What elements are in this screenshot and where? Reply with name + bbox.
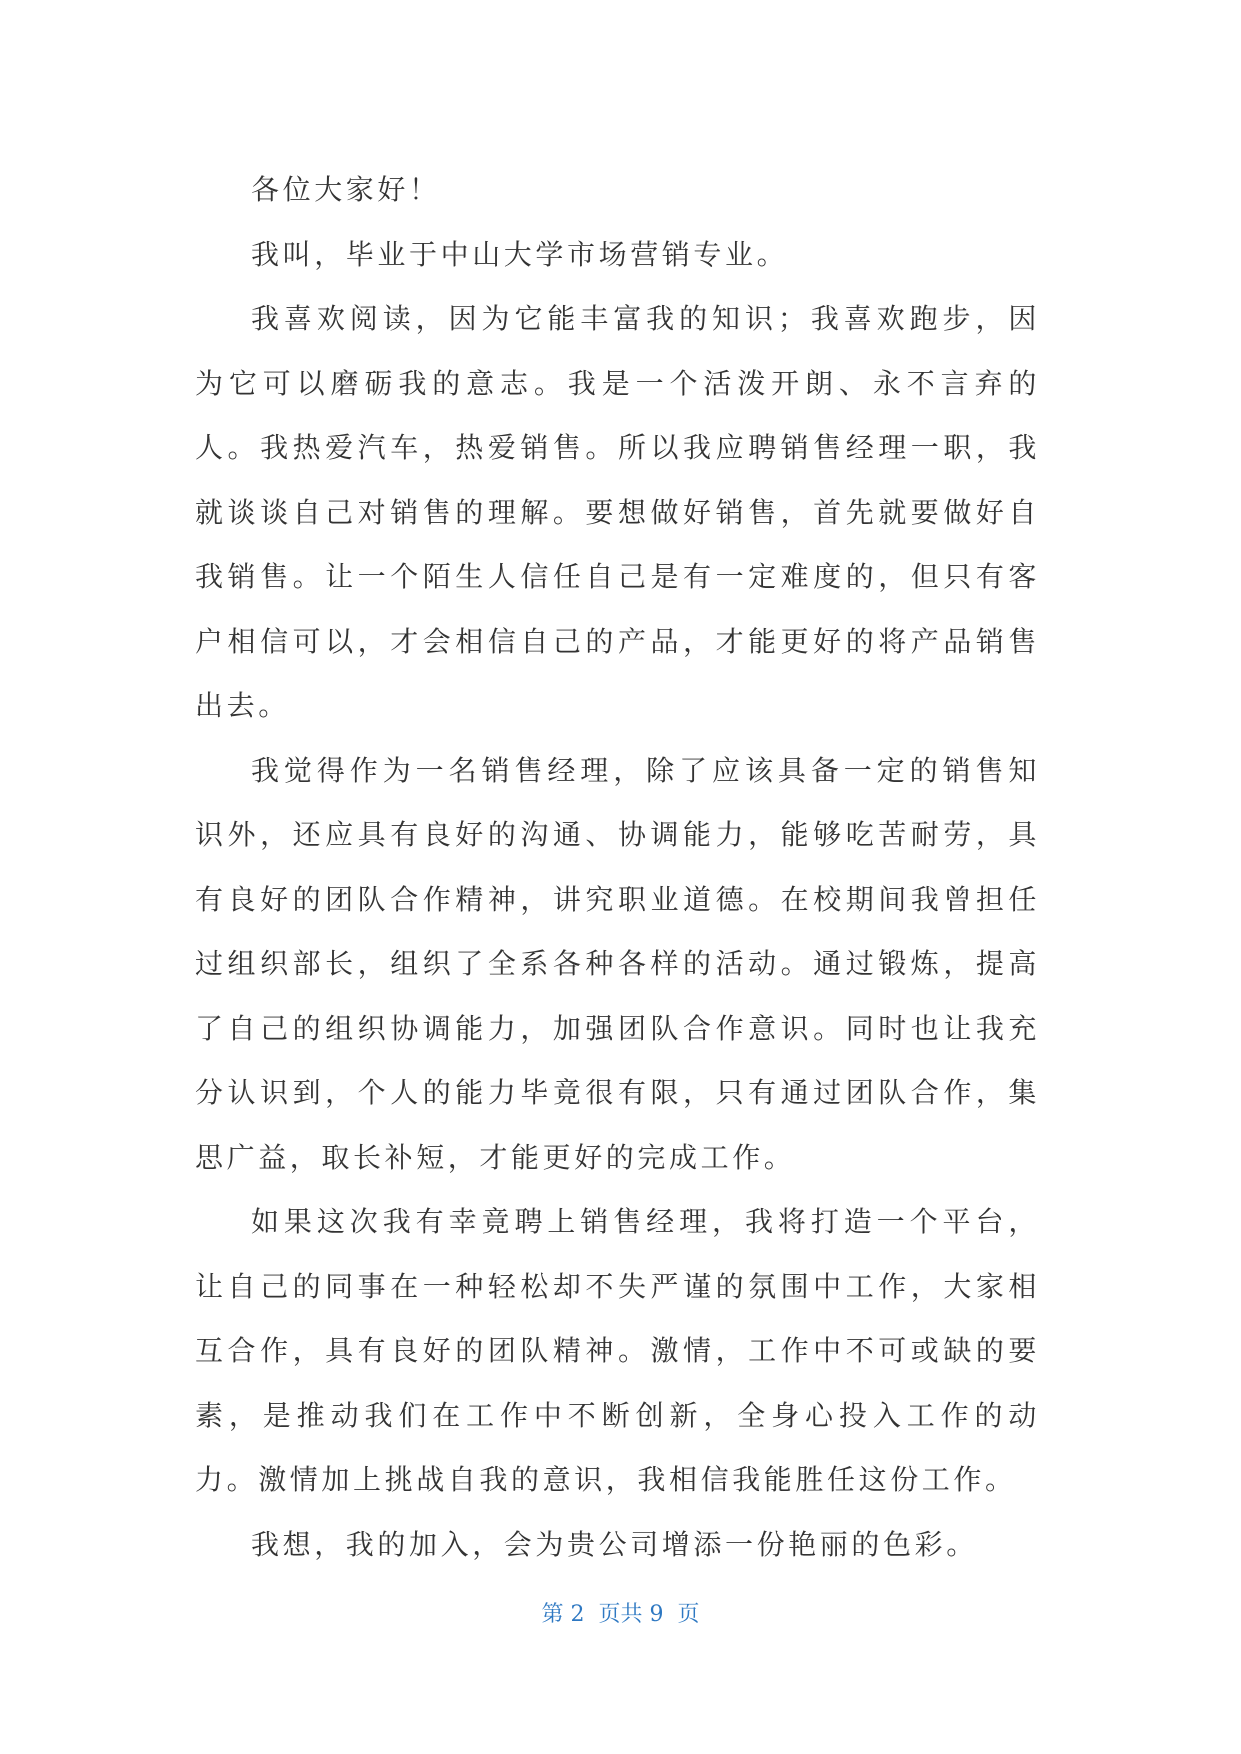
greeting-paragraph: 各位大家好！: [251, 173, 441, 206]
page-number-footer: 第 2 页共 9 页: [541, 1602, 700, 1627]
hobbies-paragraph: 我喜欢阅读，因为它能丰富我的知识；我喜欢跑步，因为它可以磨砺我的意志。我是一个活泼开朗、永不言弃的人。我热爱汽车，热爱销售。所以我应聘销售经理一职，我就谈谈自己对销售的理解。要想做好销售，首先就要做好自我销售。让一个陌生人信任自己是有一定难度的，但只有客户相信可以，才会相信自己的产品，才能更好的将产品销售出去。: [195, 302, 1040, 722]
intro-paragraph: 我叫，毕业于中山大学市场营销专业。: [251, 237, 789, 271]
closing-paragraph: 我想，我的加入，会为贵公司增添一份艳丽的色彩。: [251, 1527, 978, 1561]
document-body: [195, 158, 1040, 1577]
plan-paragraph: 如果这次我有幸竟聘上销售经理，我将打造一个平台，让自己的同事在一种轻松却不失严谨的氛围中工作，大家相互合作，具有良好的团队精神。激情，工作中不可或缺的要素，是推动我们在工作中不断创新，全身心投入工作的动力。激情加上挑战自我的意识，我相信我能胜任这份工作。: [195, 1205, 1040, 1496]
qualities-paragraph: 我觉得作为一名销售经理，除了应该具备一定的销售知识外，还应具有良好的沟通、协调能力，能够吃苦耐劳，具有良好的团队合作精神，讲究职业道德。在校期间我曾担任过组织部长，组织了全系各种各样的活动。通过锻炼，提高了自己的组织协调能力，加强团队合作意识。同时也让我充分认识到，个人的能力毕竟很有限，只有通过团队合作，集思广益，取长补短，才能更好的完成工作。: [195, 753, 1040, 1174]
